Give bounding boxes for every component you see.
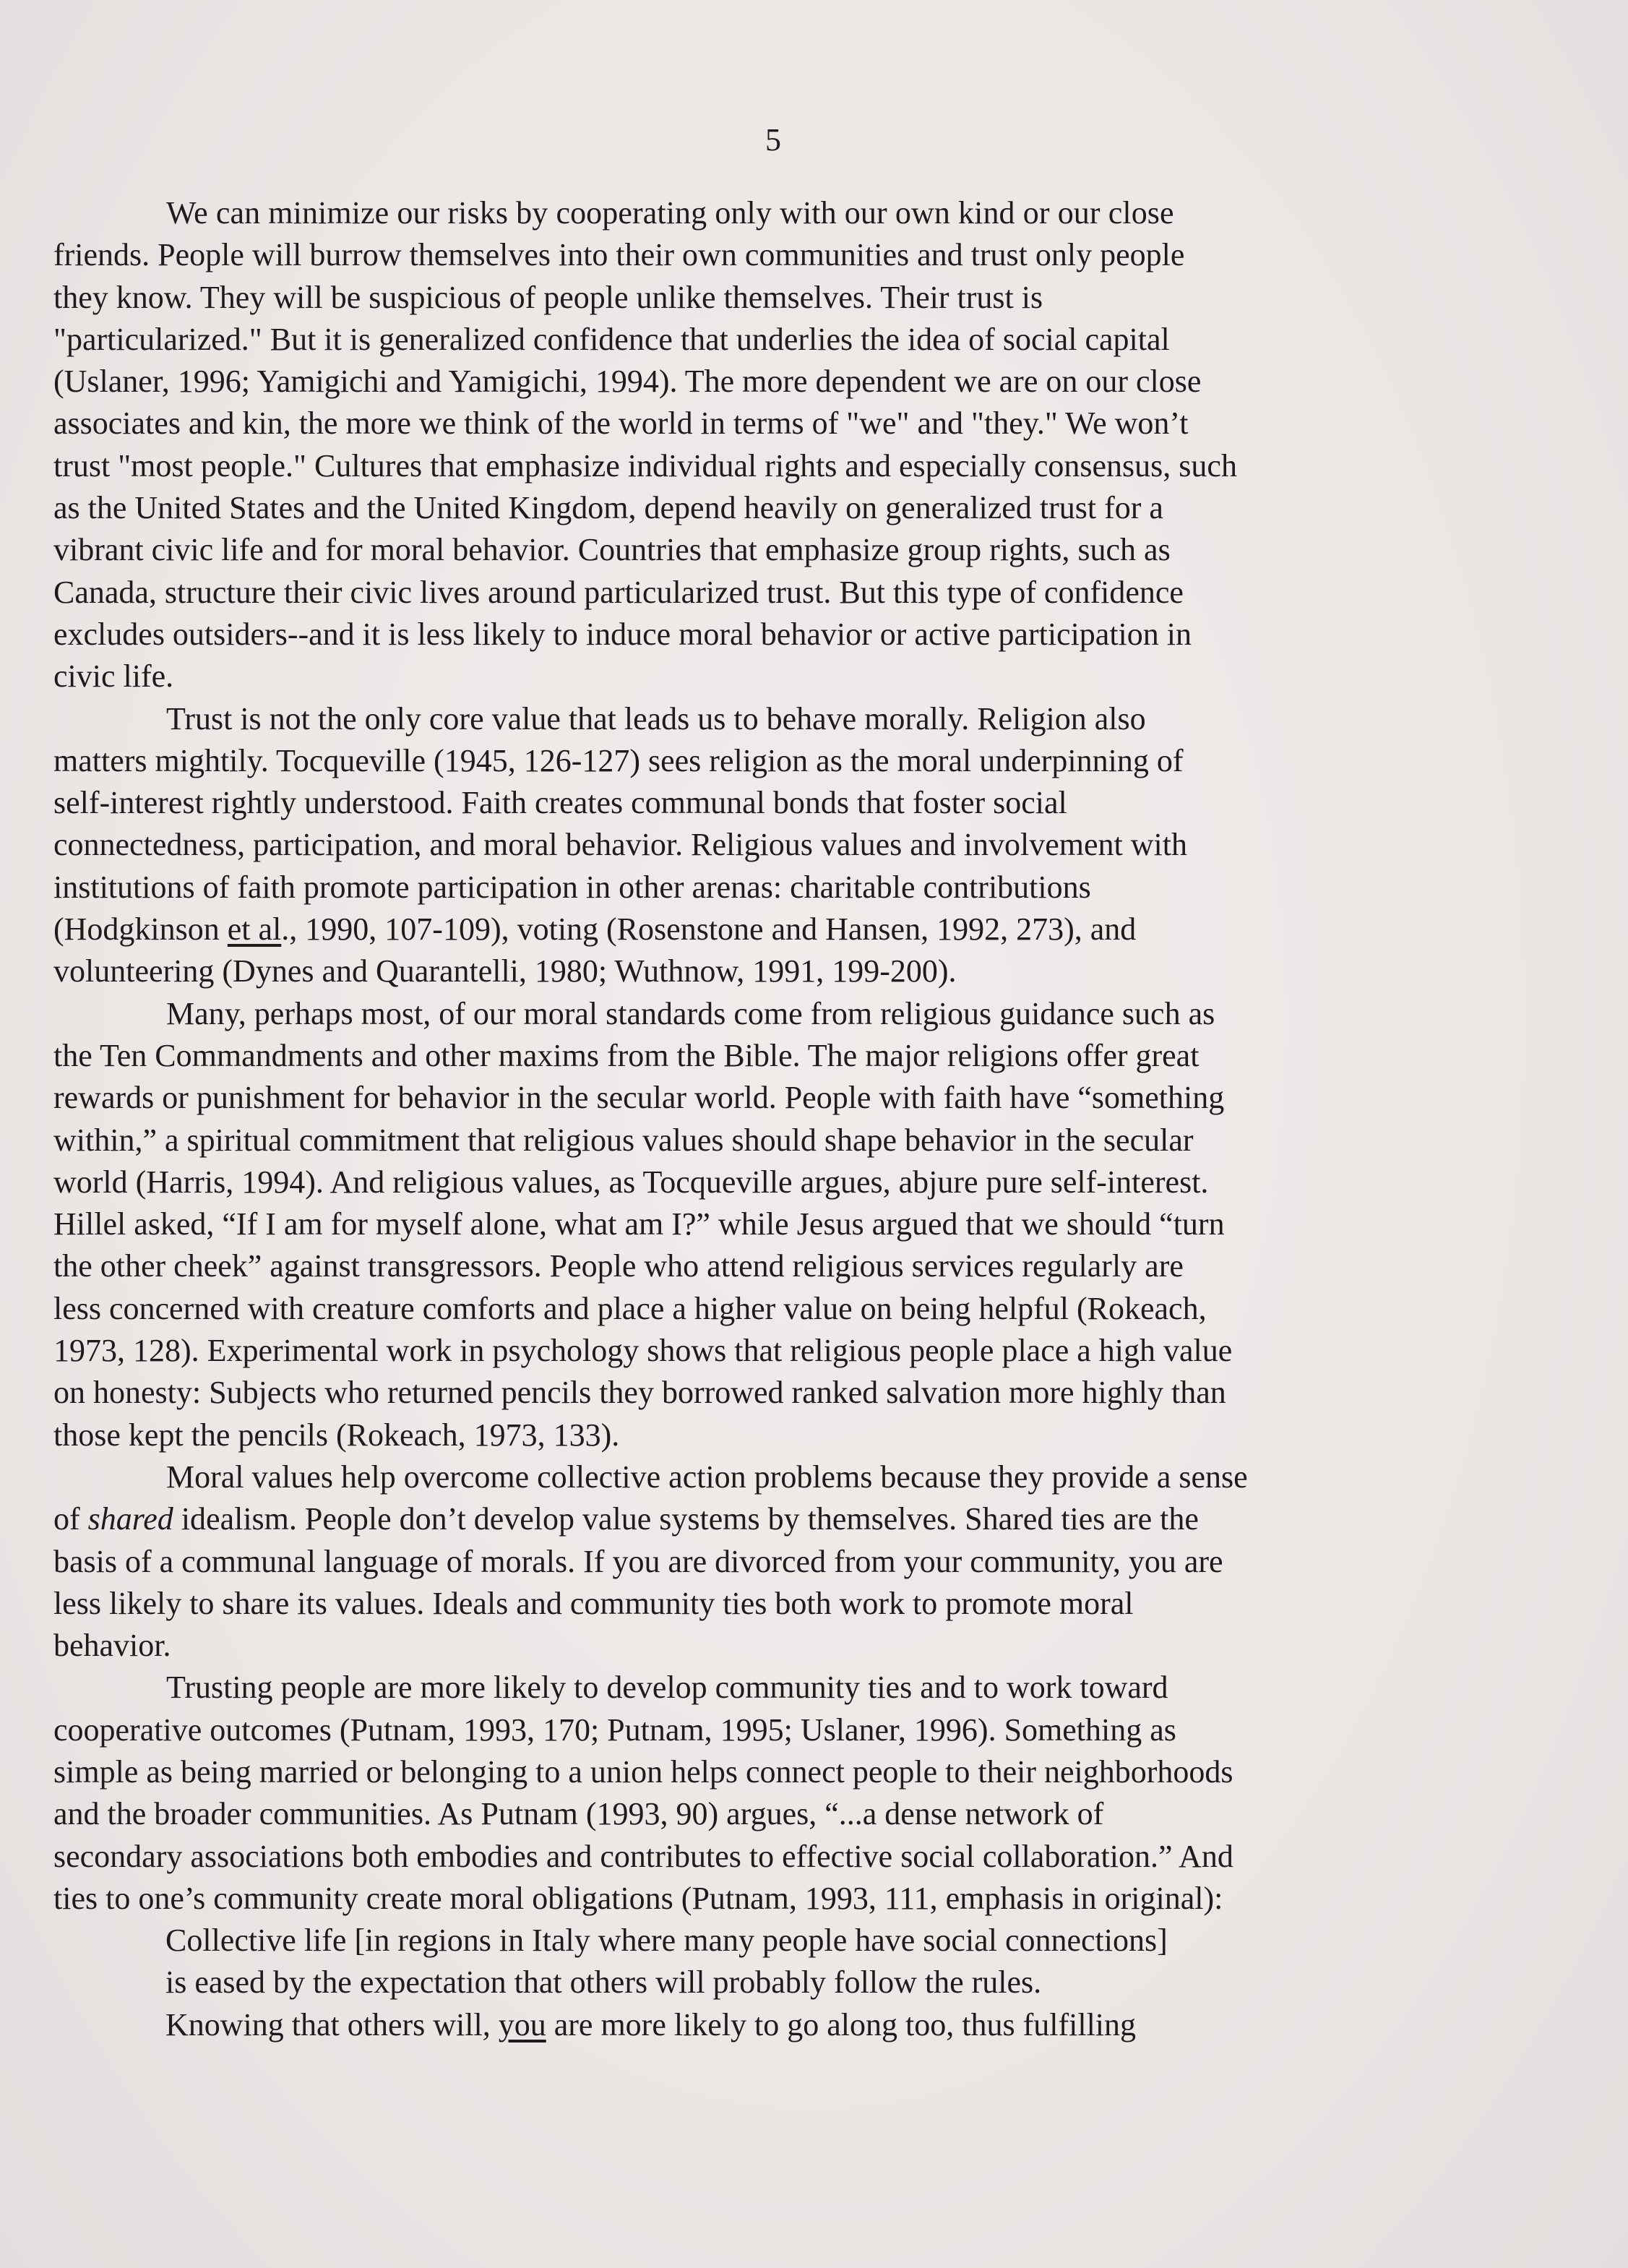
paragraph-2 (53, 698, 1484, 993)
quote-line: is eased by the expectation that others will probably follow the rules. (165, 1964, 1042, 2001)
text-fragment: are more likely to go along too, thus fulfilling (546, 2006, 1137, 2043)
text-line: ties to one’s community create moral obligations (Putnam, 1993, 111, emphasis in original): (53, 1880, 1223, 1916)
text-line: friends. People will burrow themselves into their own communities and trust only people (53, 237, 1185, 273)
text-line: cooperative outcomes (Putnam, 1993, 170; Putnam, 1995; Uslaner, 1996). Something as (53, 1711, 1176, 1748)
text-line-with-citation (53, 909, 1484, 950)
text-line: civic life. (53, 658, 174, 695)
quote-line-with-underline (53, 2004, 1484, 2046)
text-line: Hillel asked, “If I am for myself alone, what am I?” while Jesus argued that we should “turn (53, 1206, 1225, 1242)
text-line: secondary associations both embodies and contributes to effective social collaboration.” And (53, 1838, 1233, 1874)
text-line: within,” a spiritual commitment that religious values should shape behavior in the secular (53, 1122, 1194, 1158)
paragraph-1 (53, 192, 1484, 698)
text-fragment: idealism. People don’t develop value systems by themselves. Shared ties are the (173, 1501, 1199, 1537)
text-line: matters mightily. Tocqueville (1945, 126-127) sees religion as the moral underpinning of (53, 742, 1184, 778)
text-line: Trust is not the only core value that leads us to behave morally. Religion also (166, 700, 1146, 736)
text-fragment: (Hodgkinson (53, 911, 228, 948)
text-line: "particularized." But it is generalized confidence that underlies the idea of social capital (53, 321, 1170, 357)
text-fragment: Knowing that others will, (165, 2006, 499, 2043)
text-line: We can minimize our risks by cooperating only with our own kind or our close (166, 195, 1174, 231)
paragraph-4 (53, 1456, 1484, 1667)
text-line-with-emphasis (53, 1498, 1484, 1540)
underlined-et-al: et al (227, 911, 282, 948)
text-line: institutions of faith promote participation in other arenas: charitable contributions (53, 869, 1091, 905)
text-line: on honesty: Subjects who returned pencils they borrowed ranked salvation more highly than (53, 1375, 1226, 1411)
paragraph-3 (53, 993, 1484, 1456)
text-line: volunteering (Dynes and Quarantelli, 1980; Wuthnow, 1991, 199-200). (53, 953, 957, 989)
body-text (53, 192, 1484, 2046)
text-line: the other cheek” against transgressors. People who attend religious services regularly are (53, 1248, 1184, 1284)
text-fragment: ., 1990, 107-109), voting (Rosenstone and Hansen, 1992, 273), and (281, 911, 1137, 948)
text-line: Canada, structure their civic lives around particularized trust. But this type of confidence (53, 574, 1184, 610)
text-line: world (Harris, 1994). And religious values, as Tocqueville argues, abjure pure self-interest. (53, 1164, 1209, 1200)
block-quote (53, 1920, 1484, 2046)
text-line: associates and kin, the more we think of the world in terms of "we" and "they." We won’t (53, 405, 1189, 442)
text-line: rewards or punishment for behavior in the secular world. People with faith have “something (53, 1080, 1225, 1116)
text-line: excludes outsiders--and it is less likely to induce moral behavior or active participation in (53, 616, 1192, 652)
text-line: they know. They will be suspicious of people unlike themselves. Their trust is (53, 279, 1043, 315)
text-line: 1973, 128). Experimental work in psychology shows that religious people place a high value (53, 1333, 1233, 1369)
text-line: trust "most people." Cultures that emphasize individual rights and especially consensus, such (53, 447, 1237, 484)
page-number: 5 (765, 122, 781, 158)
text-line: self-interest rightly understood. Faith creates communal bonds that foster social (53, 785, 1067, 821)
text-fragment: of (53, 1501, 88, 1537)
quote-line: Collective life [in regions in Italy where many people have social connections] (165, 1923, 1168, 1959)
text-line: Moral values help overcome collective action problems because they provide a sense (166, 1459, 1248, 1495)
text-line: vibrant civic life and for moral behavior. Countries that emphasize group rights, such as (53, 532, 1171, 568)
text-line: Trusting people are more likely to develop community ties and to work toward (166, 1670, 1168, 1706)
text-line: as the United States and the United Kingdom, depend heavily on generalized trust for a (53, 490, 1163, 526)
text-line: basis of a communal language of morals. If you are divorced from your community, you are (53, 1543, 1223, 1579)
underlined-you: you (498, 2006, 546, 2043)
text-line: Many, perhaps most, of our moral standards come from religious guidance such as (166, 995, 1215, 1031)
text-line: less concerned with creature comforts and place a higher value on being helpful (Rokeach, (53, 1290, 1207, 1326)
text-line: (Uslaner, 1996; Yamigichi and Yamigichi, 1994). The more dependent we are on our close (53, 364, 1202, 400)
paragraph-5 (53, 1667, 1484, 1920)
text-line: connectedness, participation, and moral behavior. Religious values and involvement with (53, 827, 1187, 863)
text-line: and the broader communities. As Putnam (1993, 90) argues, “...a dense network of (53, 1796, 1104, 1832)
text-line: less likely to share its values. Ideals and community ties both work to promote moral (53, 1585, 1134, 1621)
text-line: behavior. (53, 1628, 171, 1664)
italic-shared: shared (87, 1501, 173, 1537)
text-line: the Ten Commandments and other maxims from the Bible. The major religions offer great (53, 1037, 1200, 1073)
text-line: those kept the pencils (Rokeach, 1973, 133). (53, 1417, 620, 1453)
text-line: simple as being married or belonging to a union helps connect people to their neighborhoods (53, 1753, 1233, 1790)
